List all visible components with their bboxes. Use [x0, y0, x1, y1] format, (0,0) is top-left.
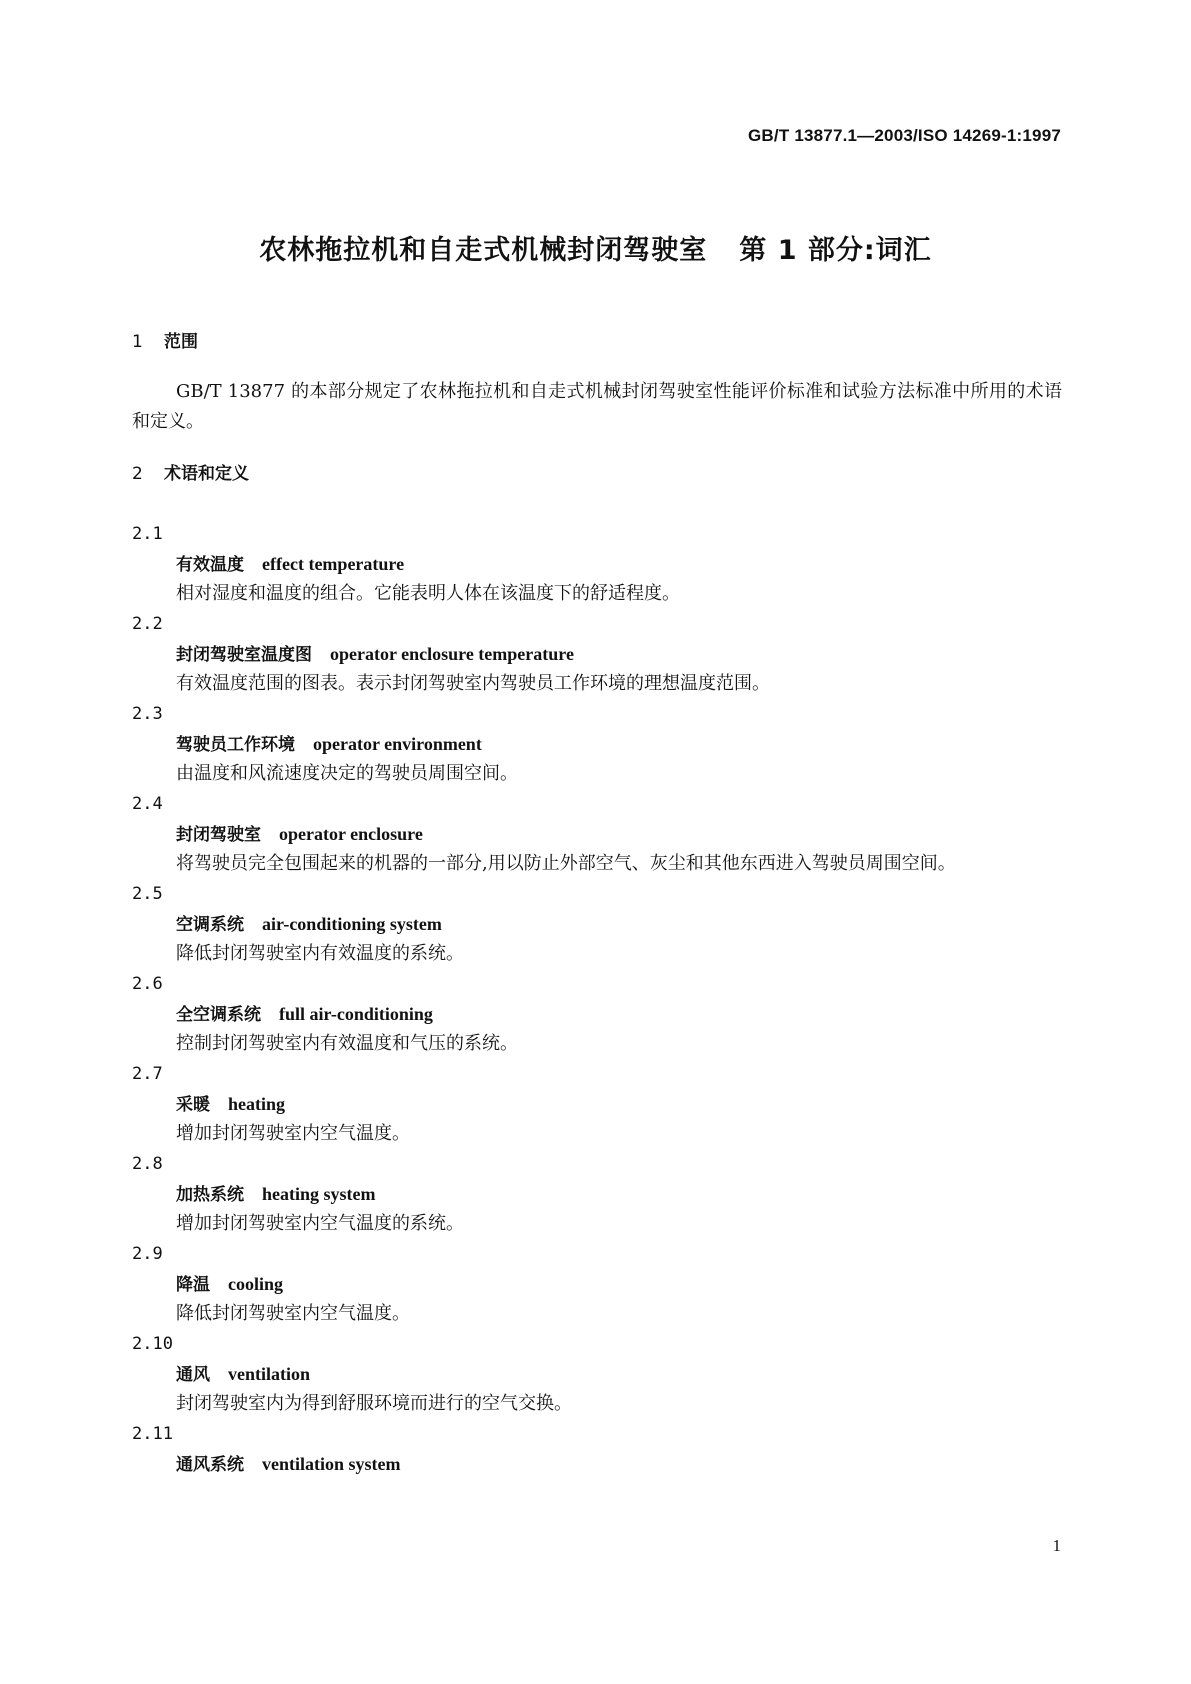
- term-chinese: 驾驶员工作环境: [176, 735, 295, 755]
- term-name: [132, 1089, 1062, 1119]
- term-definition: 增加封闭驾驶室内空气温度的系统。: [176, 1213, 464, 1234]
- term-chinese: 通风系统: [176, 1455, 244, 1475]
- term-number: 2.1: [132, 524, 163, 544]
- term-definition: 增加封闭驾驶室内空气温度。: [176, 1123, 410, 1144]
- term-chinese: 封闭驾驶室温度图: [176, 645, 312, 665]
- section-number: 2: [132, 464, 143, 484]
- term-number: 2.9: [132, 1244, 163, 1264]
- term-number: 2.4: [132, 794, 163, 814]
- section-number: 1: [132, 332, 143, 352]
- term-english: cooling: [228, 1274, 284, 1294]
- term-english: heating system: [262, 1184, 376, 1204]
- term-definition: 降低封闭驾驶室内空气温度。: [176, 1303, 410, 1324]
- document-title: [0, 228, 1191, 267]
- term-definition: 有效温度范围的图表。表示封闭驾驶室内驾驶员工作环境的理想温度范围。: [176, 673, 770, 694]
- term-chinese: 有效温度: [176, 555, 244, 575]
- term-entry: [132, 1149, 1062, 1239]
- section-title: 范围: [164, 332, 198, 352]
- term-name: [132, 729, 1062, 759]
- term-chinese: 降温: [176, 1275, 210, 1295]
- term-english: effect temperature: [262, 554, 405, 574]
- term-number: 2.5: [132, 884, 163, 904]
- term-entry: [132, 609, 1062, 699]
- term-chinese: 空调系统: [176, 915, 244, 935]
- section-title: 术语和定义: [164, 464, 249, 484]
- term-name: [132, 909, 1062, 939]
- term-entry: [132, 879, 1062, 969]
- term-number: 2.10: [132, 1334, 173, 1354]
- title-part: 第 1 部分:词汇: [739, 235, 932, 266]
- term-english: operator enclosure temperature: [330, 644, 574, 664]
- scope-paragraph: GB/T 13877 的本部分规定了农林拖拉机和自走式机械封闭驾驶室性能评价标准和试验方法标准中所用的术语和定义。: [132, 381, 1062, 432]
- term-name: [132, 639, 1062, 669]
- term-english: operator environment: [313, 734, 482, 754]
- term-name: [132, 819, 1062, 849]
- term-number: 2.3: [132, 704, 163, 724]
- term-name: [132, 999, 1062, 1029]
- term-entry: [132, 1329, 1062, 1419]
- term-definition: 将驾驶员完全包围起来的机器的一部分,用以防止外部空气、灰尘和其他东西进入驾驶员周围空间。: [176, 853, 956, 874]
- term-name: [132, 1449, 1062, 1479]
- term-entry: [132, 1059, 1062, 1149]
- term-entry: [132, 969, 1062, 1059]
- term-definition: 控制封闭驾驶室内有效温度和气压的系统。: [176, 1033, 518, 1054]
- term-entry: [132, 1239, 1062, 1329]
- term-english: ventilation system: [262, 1454, 401, 1474]
- term-english: air-conditioning system: [262, 914, 442, 934]
- standard-code: GB/T 13877.1—2003/ISO 14269-1:1997: [748, 126, 1061, 145]
- term-list: [132, 519, 1062, 1479]
- term-english: ventilation: [228, 1364, 311, 1384]
- term-definition: 封闭驾驶室内为得到舒服环境而进行的空气交换。: [176, 1393, 572, 1414]
- term-definition: 由温度和风流速度决定的驾驶员周围空间。: [176, 763, 518, 784]
- term-name: [132, 1179, 1062, 1209]
- page-number: 1: [1052, 1536, 1061, 1555]
- term-chinese: 通风: [176, 1365, 210, 1385]
- term-definition: 相对湿度和温度的组合。它能表明人体在该温度下的舒适程度。: [176, 583, 680, 604]
- term-english: heating: [228, 1094, 286, 1114]
- term-definition: 降低封闭驾驶室内有效温度的系统。: [176, 943, 464, 964]
- term-number: 2.6: [132, 974, 163, 994]
- title-main: 农林拖拉机和自走式机械封闭驾驶室: [259, 235, 708, 266]
- term-chinese: 全空调系统: [176, 1005, 261, 1025]
- term-name: [132, 1359, 1062, 1389]
- term-entry: [132, 1419, 1062, 1479]
- term-number: 2.2: [132, 614, 163, 634]
- term-entry: [132, 789, 1062, 879]
- term-entry: [132, 519, 1062, 609]
- term-name: [132, 1269, 1062, 1299]
- section-heading-scope: [132, 327, 1062, 357]
- document-body: [132, 327, 1062, 1479]
- term-number: 2.11: [132, 1424, 173, 1444]
- term-chinese: 采暖: [176, 1095, 210, 1115]
- term-name: [132, 549, 1062, 579]
- section-heading-terms: [132, 459, 1062, 489]
- term-english: full air-conditioning: [279, 1004, 433, 1024]
- term-entry: [132, 699, 1062, 789]
- term-chinese: 加热系统: [176, 1185, 244, 1205]
- term-english: operator enclosure: [279, 824, 423, 844]
- term-number: 2.8: [132, 1154, 163, 1174]
- term-number: 2.7: [132, 1064, 163, 1084]
- term-chinese: 封闭驾驶室: [176, 825, 261, 845]
